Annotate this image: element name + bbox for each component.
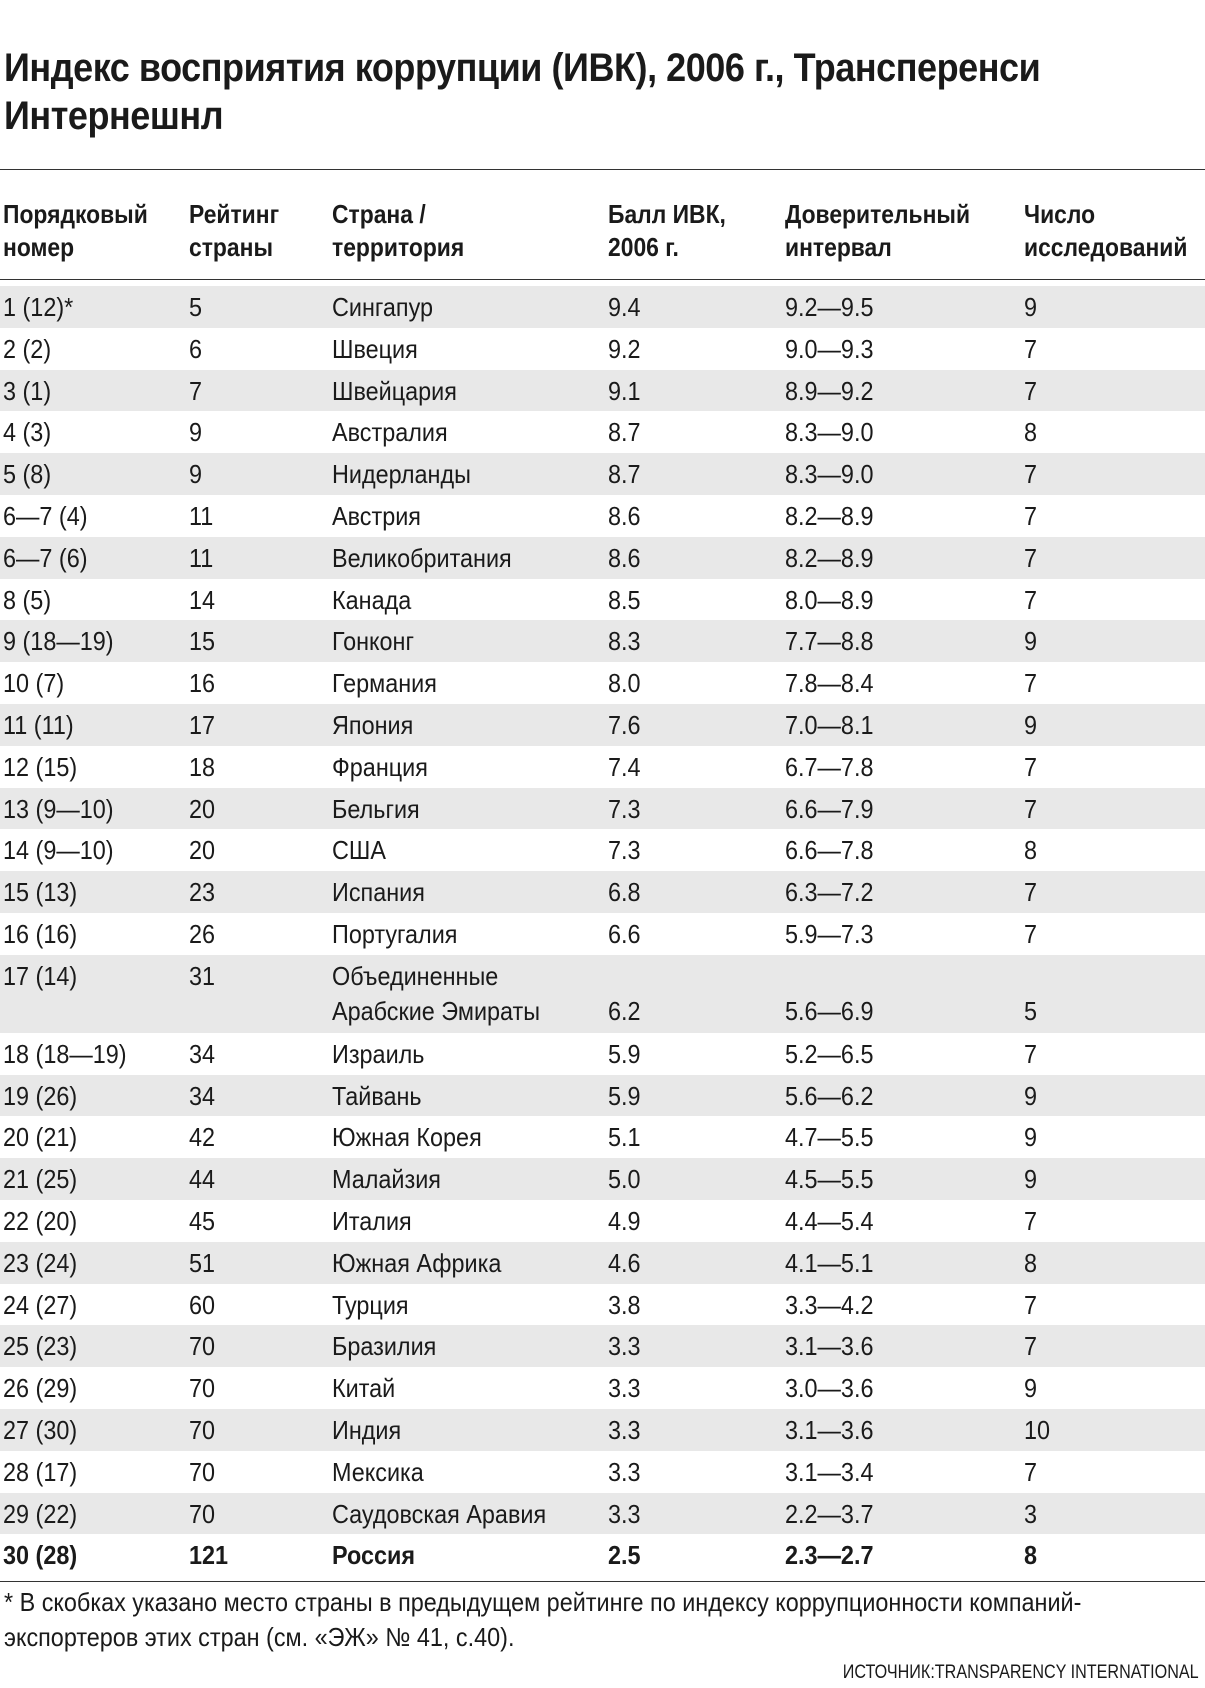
cell-serial-number: 8 (5): [3, 584, 52, 615]
table-row: [0, 1534, 1205, 1576]
cell-country: Канада: [332, 584, 412, 615]
cell-confidence-interval: 9.0—9.3: [785, 333, 874, 364]
cell-serial-number: 1 (12)*: [3, 292, 74, 322]
table-row: [0, 1200, 1205, 1242]
cell-country: Испания: [332, 877, 425, 908]
column-header-surveys-count: Число исследований: [1024, 199, 1188, 262]
cell-confidence-interval: 3.3—4.2: [785, 1289, 874, 1320]
cell-surveys-count: 9: [1024, 1122, 1038, 1153]
cell-serial-number: 11 (11): [3, 709, 74, 740]
cell-confidence-interval: 3.1—3.6: [785, 1414, 874, 1445]
cell-country-rank: 44: [189, 1164, 216, 1195]
cell-confidence-interval: 6.7—7.8: [785, 751, 874, 782]
table-title-line-2: Интернешнл: [4, 94, 224, 138]
cell-serial-number: 12 (15): [3, 751, 78, 782]
cell-confidence-interval: 7.0—8.1: [785, 709, 874, 740]
cell-surveys-count: 10: [1024, 1414, 1051, 1445]
cell-confidence-interval: 8.2—8.9: [785, 542, 874, 573]
cell-surveys-count: 8: [1024, 835, 1038, 866]
table-title: [4, 44, 1075, 140]
cell-cpi-score: 3.3: [608, 1373, 641, 1404]
cell-country-rank: 70: [189, 1456, 216, 1487]
cell-surveys-count: 8: [1024, 1247, 1038, 1278]
cell-cpi-score: 3.3: [608, 1456, 641, 1487]
cell-country: Португалия: [332, 918, 458, 949]
cell-cpi-score: 7.3: [608, 835, 641, 866]
cell-cpi-score: 8.5: [608, 584, 641, 615]
cell-country: Южная Корея: [332, 1122, 482, 1153]
cell-country-line-2: Арабские Эмираты: [332, 995, 541, 1026]
cell-country-rank: 15: [189, 626, 216, 657]
cell-country-rank: 23: [189, 877, 216, 908]
table-row: [0, 1325, 1205, 1367]
cell-confidence-interval: 4.1—5.1: [785, 1247, 874, 1278]
cell-cpi-score: 6.2: [608, 995, 641, 1026]
cell-confidence-interval: 8.2—8.9: [785, 500, 874, 531]
cell-surveys-count: 9: [1024, 1373, 1038, 1404]
table-row: [0, 286, 1205, 328]
cell-country-rank: 18: [189, 751, 216, 782]
cell-surveys-count: 7: [1024, 751, 1038, 782]
cell-surveys-count: 9: [1024, 292, 1038, 322]
cell-serial-number: 14 (9—10): [3, 835, 114, 866]
cell-country-rank: 70: [189, 1373, 216, 1404]
cell-country-rank: 11: [189, 542, 214, 573]
cell-confidence-interval: 3.0—3.6: [785, 1373, 874, 1404]
header-rule: [0, 279, 1205, 280]
cell-cpi-score: 6.6: [608, 918, 641, 949]
cell-serial-number: 19 (26): [3, 1080, 78, 1111]
cell-cpi-score: 8.7: [608, 417, 641, 448]
table-row: [0, 704, 1205, 746]
table-row: [0, 1493, 1205, 1535]
cell-country-rank: 121: [189, 1540, 229, 1571]
cell-country-rank: 45: [189, 1205, 216, 1236]
cell-country: Израиль: [332, 1038, 425, 1069]
table-row: [0, 788, 1205, 830]
cell-country-rank: 20: [189, 835, 216, 866]
cell-serial-number: 23 (24): [3, 1247, 78, 1278]
cell-confidence-interval: 6.6—7.9: [785, 793, 874, 824]
cell-serial-number: 2 (2): [3, 333, 52, 364]
cell-country: Япония: [332, 709, 414, 740]
table-row: [0, 328, 1205, 370]
cell-country: Бразилия: [332, 1331, 437, 1362]
cell-country: Южная Африка: [332, 1247, 502, 1278]
table-row: [0, 370, 1205, 412]
cell-serial-number: 16 (16): [3, 918, 78, 949]
cell-surveys-count: 9: [1024, 626, 1038, 657]
cell-country-rank: 9: [189, 459, 203, 490]
cell-country-line-1: Объединенные: [332, 960, 499, 991]
source-credit: ИСТОЧНИК:TRANSPARENCY INTERNATIONAL: [843, 1662, 1199, 1683]
cell-surveys-count: 7: [1024, 459, 1038, 490]
cell-country: Мексика: [332, 1456, 424, 1487]
cell-country: Гонконг: [332, 626, 415, 657]
cell-cpi-score: 7.4: [608, 751, 641, 782]
cell-cpi-score: 3.3: [608, 1331, 641, 1362]
cell-serial-number: 13 (9—10): [3, 793, 114, 824]
cell-confidence-interval: 8.3—9.0: [785, 417, 874, 448]
table-row: [0, 537, 1205, 579]
cell-country-rank: 70: [189, 1331, 216, 1362]
cell-country-rank: 20: [189, 793, 216, 824]
column-header-country: Страна / территория: [332, 199, 465, 262]
table-row: [0, 913, 1205, 955]
table-row: [0, 495, 1205, 537]
cell-cpi-score: 9.4: [608, 292, 641, 322]
cell-cpi-score: 6.8: [608, 877, 641, 908]
table-row: [0, 1075, 1205, 1117]
cell-cpi-score: 7.3: [608, 793, 641, 824]
cell-serial-number: 18 (18—19): [3, 1038, 127, 1069]
cell-surveys-count: 7: [1024, 918, 1038, 949]
cell-surveys-count: 7: [1024, 877, 1038, 908]
table-row: [0, 620, 1205, 662]
cell-surveys-count: 7: [1024, 375, 1038, 406]
footnote: * В скобках указано место страны в предыдущем рейтинге по индексу коррупционности компаний- экспортеров этих стран (см. «ЭЖ» № 41, с.40).: [4, 1587, 1082, 1652]
cell-surveys-count: 7: [1024, 1289, 1038, 1320]
cell-surveys-count: 7: [1024, 500, 1038, 531]
cell-cpi-score: 9.2: [608, 333, 641, 364]
cell-confidence-interval: 3.1—3.6: [785, 1331, 874, 1362]
cell-cpi-score: 8.7: [608, 459, 641, 490]
cell-cpi-score: 5.9: [608, 1038, 641, 1069]
cell-serial-number: 6—7 (6): [3, 542, 88, 573]
cell-country: Индия: [332, 1414, 402, 1445]
table-row: [0, 1116, 1205, 1158]
table-row: [0, 411, 1205, 453]
column-header-cpi-score: Балл ИВК, 2006 г.: [608, 199, 726, 262]
cell-confidence-interval: 8.3—9.0: [785, 459, 874, 490]
cell-country: Швеция: [332, 333, 418, 364]
top-rule: [0, 169, 1205, 170]
cell-serial-number: 15 (13): [3, 877, 78, 908]
cell-surveys-count: 5: [1024, 995, 1038, 1026]
cell-serial-number: 28 (17): [3, 1456, 78, 1487]
cell-surveys-count: 9: [1024, 1080, 1038, 1111]
cell-serial-number: 4 (3): [3, 417, 52, 448]
cell-cpi-score: 2.5: [608, 1540, 641, 1571]
cell-serial-number: 27 (30): [3, 1414, 78, 1445]
cell-surveys-count: 7: [1024, 1038, 1038, 1069]
cell-cpi-score: 7.6: [608, 709, 641, 740]
cell-surveys-count: 8: [1024, 417, 1038, 448]
cell-country-rank: 31: [189, 960, 216, 991]
cell-serial-number: 30 (28): [3, 1540, 78, 1571]
table-row: [0, 579, 1205, 621]
cell-country-rank: 11: [189, 500, 214, 531]
table-title-line-1: Индекс восприятия коррупции (ИВК), 2006 г., Трансперенси: [4, 46, 1041, 90]
cell-serial-number: 22 (20): [3, 1205, 78, 1236]
cell-surveys-count: 7: [1024, 668, 1038, 699]
cell-surveys-count: 7: [1024, 542, 1038, 573]
cell-confidence-interval: 5.2—6.5: [785, 1038, 874, 1069]
cell-cpi-score: 5.9: [608, 1080, 641, 1111]
cell-serial-number: 25 (23): [3, 1331, 78, 1362]
cell-surveys-count: 7: [1024, 793, 1038, 824]
cell-country: Германия: [332, 668, 437, 699]
cell-confidence-interval: 7.8—8.4: [785, 668, 874, 699]
cell-country-rank: 26: [189, 918, 216, 949]
cell-surveys-count: 7: [1024, 1205, 1038, 1236]
cell-confidence-interval: 5.6—6.2: [785, 1080, 874, 1111]
cell-serial-number: 9 (18—19): [3, 626, 114, 657]
table-row: [0, 955, 1205, 1033]
cell-serial-number: 10 (7): [3, 668, 65, 699]
cell-cpi-score: 4.9: [608, 1205, 641, 1236]
bottom-rule: [0, 1581, 1205, 1582]
cell-surveys-count: 9: [1024, 1164, 1038, 1195]
cell-serial-number: 21 (25): [3, 1164, 78, 1195]
table-row: [0, 662, 1205, 704]
table-row: [0, 1033, 1205, 1075]
cell-serial-number: 5 (8): [3, 459, 52, 490]
cell-confidence-interval: 5.6—6.9: [785, 995, 874, 1026]
cell-country: Швейцария: [332, 375, 457, 406]
table-row: [0, 1242, 1205, 1284]
cell-confidence-interval: 2.3—2.7: [785, 1540, 874, 1571]
cell-country: Россия: [332, 1540, 416, 1571]
cell-country-rank: 9: [189, 417, 203, 448]
cell-surveys-count: 7: [1024, 333, 1038, 364]
cell-country: Австрия: [332, 500, 421, 531]
cell-country-rank: 70: [189, 1414, 216, 1445]
cell-cpi-score: 8.6: [608, 500, 641, 531]
cell-country: Малайзия: [332, 1164, 441, 1195]
cell-cpi-score: 5.1: [608, 1122, 641, 1153]
cell-confidence-interval: 3.1—3.4: [785, 1456, 874, 1487]
column-header-country-rank: Рейтинг страны: [189, 199, 280, 262]
cell-country-rank: 51: [189, 1247, 216, 1278]
cell-country: Великобритания: [332, 542, 512, 573]
cell-confidence-interval: 6.6—7.8: [785, 835, 874, 866]
cell-serial-number: 6—7 (4): [3, 500, 88, 531]
cell-confidence-interval: 4.5—5.5: [785, 1164, 874, 1195]
cell-country-rank: 7: [189, 375, 203, 406]
cell-cpi-score: 8.6: [608, 542, 641, 573]
cell-country-rank: 5: [189, 292, 203, 322]
cell-confidence-interval: 9.2—9.5: [785, 292, 874, 322]
cell-cpi-score: 5.0: [608, 1164, 641, 1195]
cell-country-rank: 16: [189, 668, 216, 699]
cell-surveys-count: 7: [1024, 1331, 1038, 1362]
cell-cpi-score: 8.3: [608, 626, 641, 657]
cell-country: Турция: [332, 1289, 409, 1320]
cell-confidence-interval: 4.7—5.5: [785, 1122, 874, 1153]
column-header-confidence-interval: Доверительный интервал: [785, 199, 971, 262]
cell-country-rank: 17: [189, 709, 216, 740]
cell-country-rank: 14: [189, 584, 216, 615]
table-row: [0, 1451, 1205, 1493]
table-row: [0, 1158, 1205, 1200]
cell-surveys-count: 7: [1024, 1456, 1038, 1487]
cell-cpi-score: 3.3: [608, 1414, 641, 1445]
cell-cpi-score: 9.1: [608, 375, 641, 406]
cell-country-rank: 60: [189, 1289, 216, 1320]
cell-country-rank: 6: [189, 333, 203, 364]
cell-country-rank: 34: [189, 1038, 216, 1069]
cell-country: Бельгия: [332, 793, 420, 824]
cell-serial-number: 17 (14): [3, 960, 78, 991]
cell-country-rank: 42: [189, 1122, 216, 1153]
cell-confidence-interval: 4.4—5.4: [785, 1205, 874, 1236]
cell-confidence-interval: 8.9—9.2: [785, 375, 874, 406]
cell-confidence-interval: 6.3—7.2: [785, 877, 874, 908]
cell-country: Сингапур: [332, 292, 434, 322]
table-body: [0, 286, 1205, 1576]
cell-confidence-interval: 8.0—8.9: [785, 584, 874, 615]
cell-country: США: [332, 835, 386, 866]
column-header-serial-number: Порядковый номер: [3, 199, 148, 262]
cell-country: Австралия: [332, 417, 448, 448]
cell-country: Нидерланды: [332, 459, 471, 490]
cell-surveys-count: 8: [1024, 1540, 1038, 1571]
cell-country-rank: 34: [189, 1080, 216, 1111]
table-row: [0, 829, 1205, 871]
table-row: [0, 746, 1205, 788]
cell-cpi-score: 3.8: [608, 1289, 641, 1320]
cell-surveys-count: 9: [1024, 709, 1038, 740]
cell-serial-number: 3 (1): [3, 375, 52, 406]
cell-confidence-interval: 5.9—7.3: [785, 918, 874, 949]
cell-country: Тайвань: [332, 1080, 422, 1111]
cell-serial-number: 24 (27): [3, 1289, 78, 1320]
cell-cpi-score: 3.3: [608, 1498, 641, 1529]
table-row: [0, 453, 1205, 495]
cell-confidence-interval: 2.2—3.7: [785, 1498, 874, 1529]
cell-serial-number: 26 (29): [3, 1373, 78, 1404]
cell-serial-number: 29 (22): [3, 1498, 78, 1529]
cell-surveys-count: 7: [1024, 584, 1038, 615]
cell-cpi-score: 8.0: [608, 668, 641, 699]
cell-cpi-score: 4.6: [608, 1247, 641, 1278]
table-row: [0, 871, 1205, 913]
cell-country: Италия: [332, 1205, 412, 1236]
cell-country: Франция: [332, 751, 428, 782]
table-row: [0, 1367, 1205, 1409]
cell-country-rank: 70: [189, 1498, 216, 1529]
cell-country: Китай: [332, 1373, 396, 1404]
cell-serial-number: 20 (21): [3, 1122, 78, 1153]
cell-confidence-interval: 7.7—8.8: [785, 626, 874, 657]
cell-surveys-count: 3: [1024, 1498, 1038, 1529]
table-header: [0, 198, 1205, 278]
cell-country: Саудовская Аравия: [332, 1498, 547, 1529]
table-row: [0, 1284, 1205, 1326]
table-row: [0, 1409, 1205, 1451]
